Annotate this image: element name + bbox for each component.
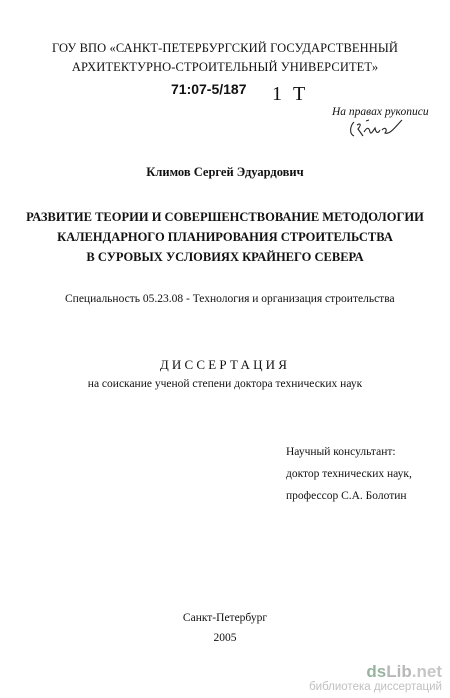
watermark-logo [309,664,442,680]
signature-image [344,114,414,142]
advisor-name: профессор С.А. Болотин [286,490,407,502]
author-name: Климов Сергей Эдуардович [146,165,304,179]
watermark [309,664,442,694]
watermark-subtitle: библиотека диссертаций [309,681,442,693]
rights-note: На правах рукописи [332,106,429,118]
watermark-logo-lib: Lib [386,662,412,681]
advisor-degree: доктор технических наук, [286,468,412,480]
year: 2005 [213,632,237,644]
document-type: ДИССЕРТАЦИЯ [159,357,291,372]
city: Санкт-Петербург [182,612,268,624]
watermark-logo-ds: ds [366,662,387,681]
watermark-logo-net: .net [411,662,442,681]
institution-line-2: АРХИТЕКТУРНО-СТРОИТЕЛЬНЫЙ УНИВЕРСИТЕТ» [71,60,379,74]
institution-line-1: ГОУ ВПО «САНКТ-ПЕТЕРБУРГСКИЙ ГОСУДАРСТВЕННЫЙ [51,41,399,55]
specialty-line: Специальность 05.23.08 - Технология и организация строительства [65,293,395,305]
thesis-title-line-3: В СУРОВЫХ УСЛОВИЯХ КРАЙНЕГО СЕВЕРА [86,250,364,264]
degree-line: на соискание ученой степени доктора технических наук [87,378,363,390]
advisor-block [286,441,412,507]
registry-code: 71:07-5/187 [171,81,247,97]
advisor-role: Научный консультант: [286,446,396,458]
thesis-title-line-1: РАЗВИТИЕ ТЕОРИИ И СОВЕРШЕНСТВОВАНИЕ МЕТОДОЛОГИИ [26,210,424,224]
handwritten-mark: 1 Т [272,83,309,105]
thesis-title-line-2: КАЛЕНДАРНОГО ПЛАНИРОВАНИЯ СТРОИТЕЛЬСТВА [57,230,393,244]
